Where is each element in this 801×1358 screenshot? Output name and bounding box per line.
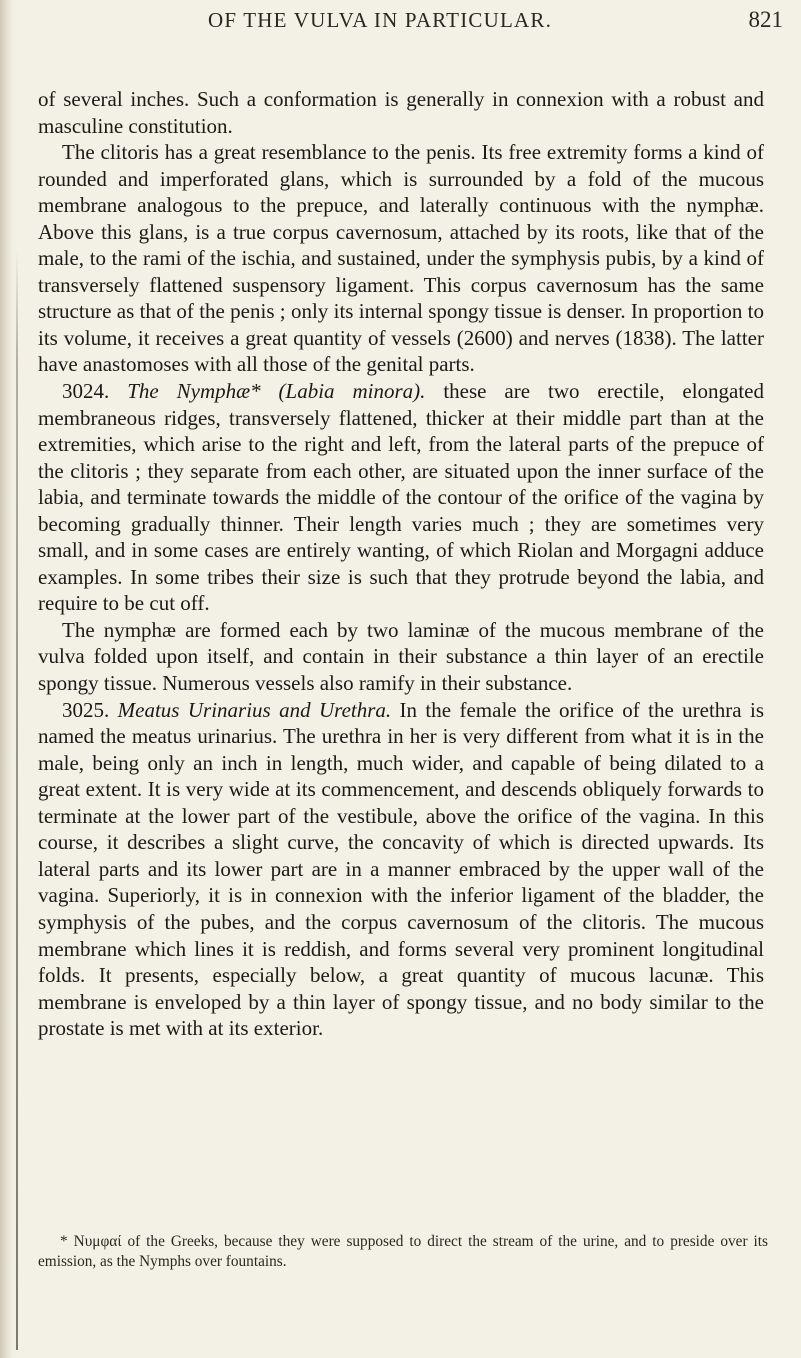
section-number: 3025. — [62, 697, 110, 722]
section-3025 — [38, 697, 764, 1042]
paragraph-continuation: of several inches. Such a conformation is generally in connexion with a robust and masculine constitution. — [38, 87, 764, 138]
section-text: these are two erectile, elongated membraneous ridges, transversely flattened, thicker at their middle part than at the extremities, which arise to the right and left, from the lateral parts of the prepuce of the clitoris ; they separate from each other, are situated upon the inner surface of the labia, and terminate towards the middle of the contour of the orifice of the vagina by becoming gradually thinner. Their length varies much ; they are sometimes very small, and in some cases are entirely wanting, of which Riolan and Morgagni adduce examples. In some tribes their size is such that they protrude beyond the labia, and require to be cut off. — [38, 379, 765, 616]
page-header — [0, 6, 801, 46]
footnote-greek-term: Νυμφαί — [73, 1233, 122, 1250]
paragraph-clitoris: The clitoris has a great resemblance to the penis. Its free extremity forms a kind of rounded and imperforated glans, which is surrounded by a fold of the mucous membrane analogous to the prepuce, and laterally continuous with the nymphæ. Above this glans, is a true corpus cavernosum, attached by its roots, like that of the male, to the rami of the ischia, and sustained, under the symphysis pubis, by a kind of transversely flattened suspensory ligament. This corpus cavernosum has the same structure as that of the penis ; only its internal spongy tissue is denser. In proportion to its volume, it receives a great quantity of vessels (2600) and nerves (1838). The latter have anastomoses with all those of the genital parts. — [38, 140, 764, 377]
footnote-text: of the Greeks, because they were supposed to direct the stream of the urine, and to preside over its emission, as the Nymphs over fountains. — [38, 1233, 768, 1270]
section-heading: Meatus Urinarius and Urethra. — [117, 697, 392, 722]
paragraph-nymphae-structure: The nymphæ are formed each by two laminæ of the mucous membrane of the vulva folded upon itself, and contain in their substance a thin layer of an erectile spongy tissue. Numerous vessels also ramify in their substance. — [38, 617, 764, 696]
section-text: In the female the orifice of the urethra is named the meatus urinarius. The urethra in her is very different from what it is in the male, being only an inch in length, much wider, and capable of being dilated to a great extent. It is very wide at its commencement, and descends obliquely forwards to terminate at the lower part of the vestibule, above the orifice of the vagina. In this course, it describes a slight curve, the concavity of which is directed upwards. Its lateral parts and its lower part are in a manner embraced by the upper wall of the vagina. Superiorly, it is in connexion with the inferior ligament of the bladder, the symphysis of the pubes, and the corpus cavernosum of the clitoris. The mucous membrane which lines it is reddish, and forms several very prominent longitudinal folds. It presents, especially below, a great quantity of mucous lacunæ. This membrane is enveloped by a thin layer of spongy tissue, and no body similar to the prostate is met with at its exterior. — [38, 697, 765, 1041]
footnote-marker: * — [60, 1233, 68, 1250]
section-3024 — [38, 378, 764, 617]
gutter-line — [16, 250, 18, 1350]
running-title: OF THE VULVA IN PARTICULAR. — [207, 8, 553, 32]
section-number: 3024. — [62, 379, 110, 404]
section-heading: The Nymphæ* (Labia minora). — [127, 379, 426, 404]
page-number: 821 — [748, 7, 783, 32]
body-text — [38, 86, 764, 1042]
page-spine-shadow — [0, 0, 14, 1358]
footnote — [38, 1232, 768, 1272]
